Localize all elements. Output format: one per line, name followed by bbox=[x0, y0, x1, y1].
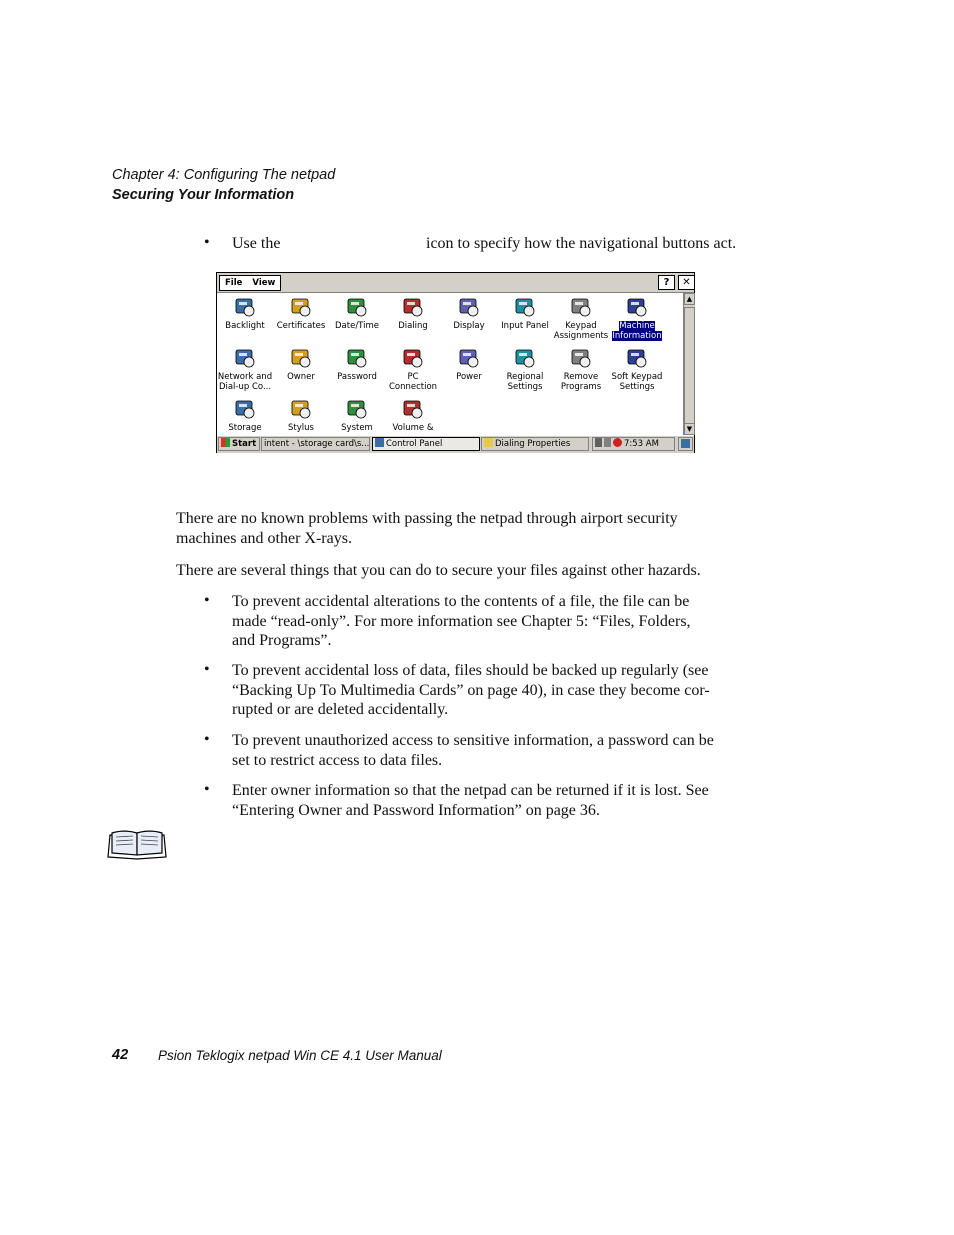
paragraph-airport: There are no known problems with passing the netpad through airport security machines and other X-rays. bbox=[176, 510, 678, 547]
menu-box bbox=[219, 275, 281, 291]
desktop-icon bbox=[681, 439, 690, 448]
certificates-icon bbox=[289, 295, 313, 319]
icon-label: Soft Keypad Settings bbox=[611, 372, 663, 392]
keypad-icon bbox=[569, 295, 593, 319]
windows-logo-icon bbox=[221, 438, 230, 447]
control-panel-screenshot bbox=[216, 272, 695, 453]
icon-item-dialing[interactable] bbox=[385, 295, 441, 331]
volume-icon bbox=[401, 397, 425, 421]
input-panel-icon bbox=[513, 295, 537, 319]
icon-item-display[interactable] bbox=[441, 295, 497, 331]
machine-information-icon bbox=[625, 295, 649, 319]
menu-file[interactable]: File bbox=[225, 278, 243, 288]
task-intent[interactable] bbox=[261, 437, 370, 451]
regional-settings-icon bbox=[513, 346, 537, 370]
icon-label: Network and Dial-up Co... bbox=[217, 372, 273, 392]
datetime-icon bbox=[345, 295, 369, 319]
icon-label: Power bbox=[456, 372, 482, 382]
system-tray bbox=[592, 437, 675, 451]
icon-label: Remove Programs bbox=[560, 372, 602, 392]
footer-title: Psion Teklogix netpad Win CE 4.1 User Manual bbox=[158, 1048, 442, 1063]
task-dialing-label: Dialing Properties bbox=[495, 439, 571, 449]
battery-icon[interactable] bbox=[595, 438, 602, 447]
icon-item-soft-keypad[interactable] bbox=[609, 346, 665, 392]
remove-programs-icon bbox=[569, 346, 593, 370]
icon-item-system[interactable] bbox=[329, 397, 385, 433]
menu-view[interactable]: View bbox=[252, 278, 276, 288]
desktop-button[interactable] bbox=[678, 437, 693, 451]
bullet-marker: • bbox=[204, 234, 210, 251]
icon-label: Owner bbox=[287, 372, 315, 382]
intro-text-after: icon to specify how the navigational buttons act. bbox=[426, 235, 737, 252]
icon-item-backlight[interactable] bbox=[217, 295, 273, 331]
bullet-marker: • bbox=[204, 781, 210, 798]
task-control-panel-label: Control Panel bbox=[386, 439, 443, 449]
icon-label: Dialing bbox=[398, 321, 428, 331]
pc-connection-icon bbox=[401, 346, 425, 370]
storage-icon bbox=[233, 397, 257, 421]
clock[interactable]: 7:53 AM bbox=[624, 439, 659, 449]
task-intent-label: intent - \storage card\s... bbox=[264, 439, 370, 449]
icon-item-regional-settings[interactable] bbox=[497, 346, 553, 392]
icon-label: Input Panel bbox=[501, 321, 549, 331]
folder-icon bbox=[484, 438, 493, 447]
start-label: Start bbox=[232, 439, 257, 449]
network-tray-icon[interactable] bbox=[604, 438, 611, 447]
password-icon bbox=[345, 346, 369, 370]
scroll-thumb[interactable] bbox=[684, 307, 695, 425]
icon-label: Volume & bbox=[392, 423, 434, 433]
icon-item-volume[interactable] bbox=[385, 397, 441, 433]
network-icon bbox=[233, 346, 257, 370]
help-button[interactable]: ? bbox=[658, 275, 675, 290]
display-icon bbox=[457, 295, 481, 319]
icon-item-storage[interactable] bbox=[217, 397, 273, 433]
owner-icon bbox=[289, 346, 313, 370]
soft-keypad-icon bbox=[625, 346, 649, 370]
section-header: Securing Your Information bbox=[112, 187, 295, 203]
close-button[interactable]: ✕ bbox=[678, 275, 695, 290]
backlight-icon bbox=[233, 295, 257, 319]
task-control-panel[interactable] bbox=[372, 437, 480, 451]
note-book-icon bbox=[106, 829, 168, 861]
icon-label: Machine Information bbox=[612, 321, 662, 341]
icon-item-pc-connection[interactable] bbox=[385, 346, 441, 392]
icon-item-owner[interactable] bbox=[273, 346, 329, 382]
power-tray-icon[interactable] bbox=[613, 438, 622, 447]
start-button[interactable] bbox=[218, 437, 260, 451]
dialing-icon bbox=[401, 295, 425, 319]
bullet-backup: To prevent accidental loss of data, files should be backed up regularly (see “Backing Up To Multimedia Cards” on page 40), in case they become cor- rupted or are deleted accidentally. bbox=[232, 662, 710, 718]
icon-item-input-panel[interactable] bbox=[497, 295, 553, 331]
bullet-read-only: To prevent accidental alterations to the contents of a file, the file can be made “read-only”. For more information see Chapter 5: “Files, Folders, and Programs”. bbox=[232, 593, 691, 649]
bullet-password: To prevent unauthorized access to sensitive information, a password can be set to restrict access to data files. bbox=[232, 732, 714, 769]
icon-item-network[interactable] bbox=[217, 346, 273, 392]
icon-label: Certificates bbox=[276, 321, 326, 331]
bullet-marker: • bbox=[204, 661, 210, 678]
icon-label: Keypad Assignments bbox=[553, 321, 609, 341]
control-panel-icon bbox=[375, 438, 384, 447]
scrollbar[interactable] bbox=[683, 293, 695, 435]
system-icon bbox=[345, 397, 369, 421]
scroll-down-icon[interactable]: ▼ bbox=[684, 423, 695, 435]
icon-item-machine-information[interactable] bbox=[609, 295, 665, 341]
icon-label: Date/Time bbox=[335, 321, 379, 331]
task-dialing-properties[interactable] bbox=[481, 437, 589, 451]
icon-grid bbox=[217, 293, 683, 434]
icon-item-power[interactable] bbox=[441, 346, 497, 382]
icon-label: Password bbox=[337, 372, 377, 382]
stylus-icon bbox=[289, 397, 313, 421]
icon-label: Storage bbox=[228, 423, 262, 433]
icon-item-password[interactable] bbox=[329, 346, 385, 382]
icon-label: Backlight bbox=[225, 321, 265, 331]
bullet-marker: • bbox=[204, 731, 210, 748]
intro-text-before: Use the bbox=[232, 235, 281, 252]
menu-bar bbox=[217, 273, 694, 293]
icon-label: System bbox=[341, 423, 373, 433]
icon-item-keypad[interactable] bbox=[553, 295, 609, 341]
icon-item-datetime[interactable] bbox=[329, 295, 385, 331]
bullet-marker: • bbox=[204, 592, 210, 609]
icon-item-certificates[interactable] bbox=[273, 295, 329, 331]
icon-label: Stylus bbox=[288, 423, 314, 433]
page-number: 42 bbox=[112, 1047, 129, 1063]
bullet-owner-info: Enter owner information so that the netpad can be returned if it is lost. See “Entering Owner and Password Information” on page 36. bbox=[232, 782, 709, 819]
paragraph-hazards: There are several things that you can do to secure your files against other hazards. bbox=[176, 562, 701, 579]
power-icon bbox=[457, 346, 481, 370]
icon-item-remove-programs[interactable] bbox=[553, 346, 609, 392]
icon-label: Display bbox=[453, 321, 485, 331]
icon-label: Regional Settings bbox=[506, 372, 544, 392]
icon-label: PC Connection bbox=[388, 372, 438, 392]
icon-item-stylus[interactable] bbox=[273, 397, 329, 433]
scroll-up-icon[interactable]: ▲ bbox=[684, 293, 695, 305]
taskbar bbox=[217, 435, 694, 453]
chapter-header: Chapter 4: Configuring The netpad bbox=[112, 167, 336, 183]
